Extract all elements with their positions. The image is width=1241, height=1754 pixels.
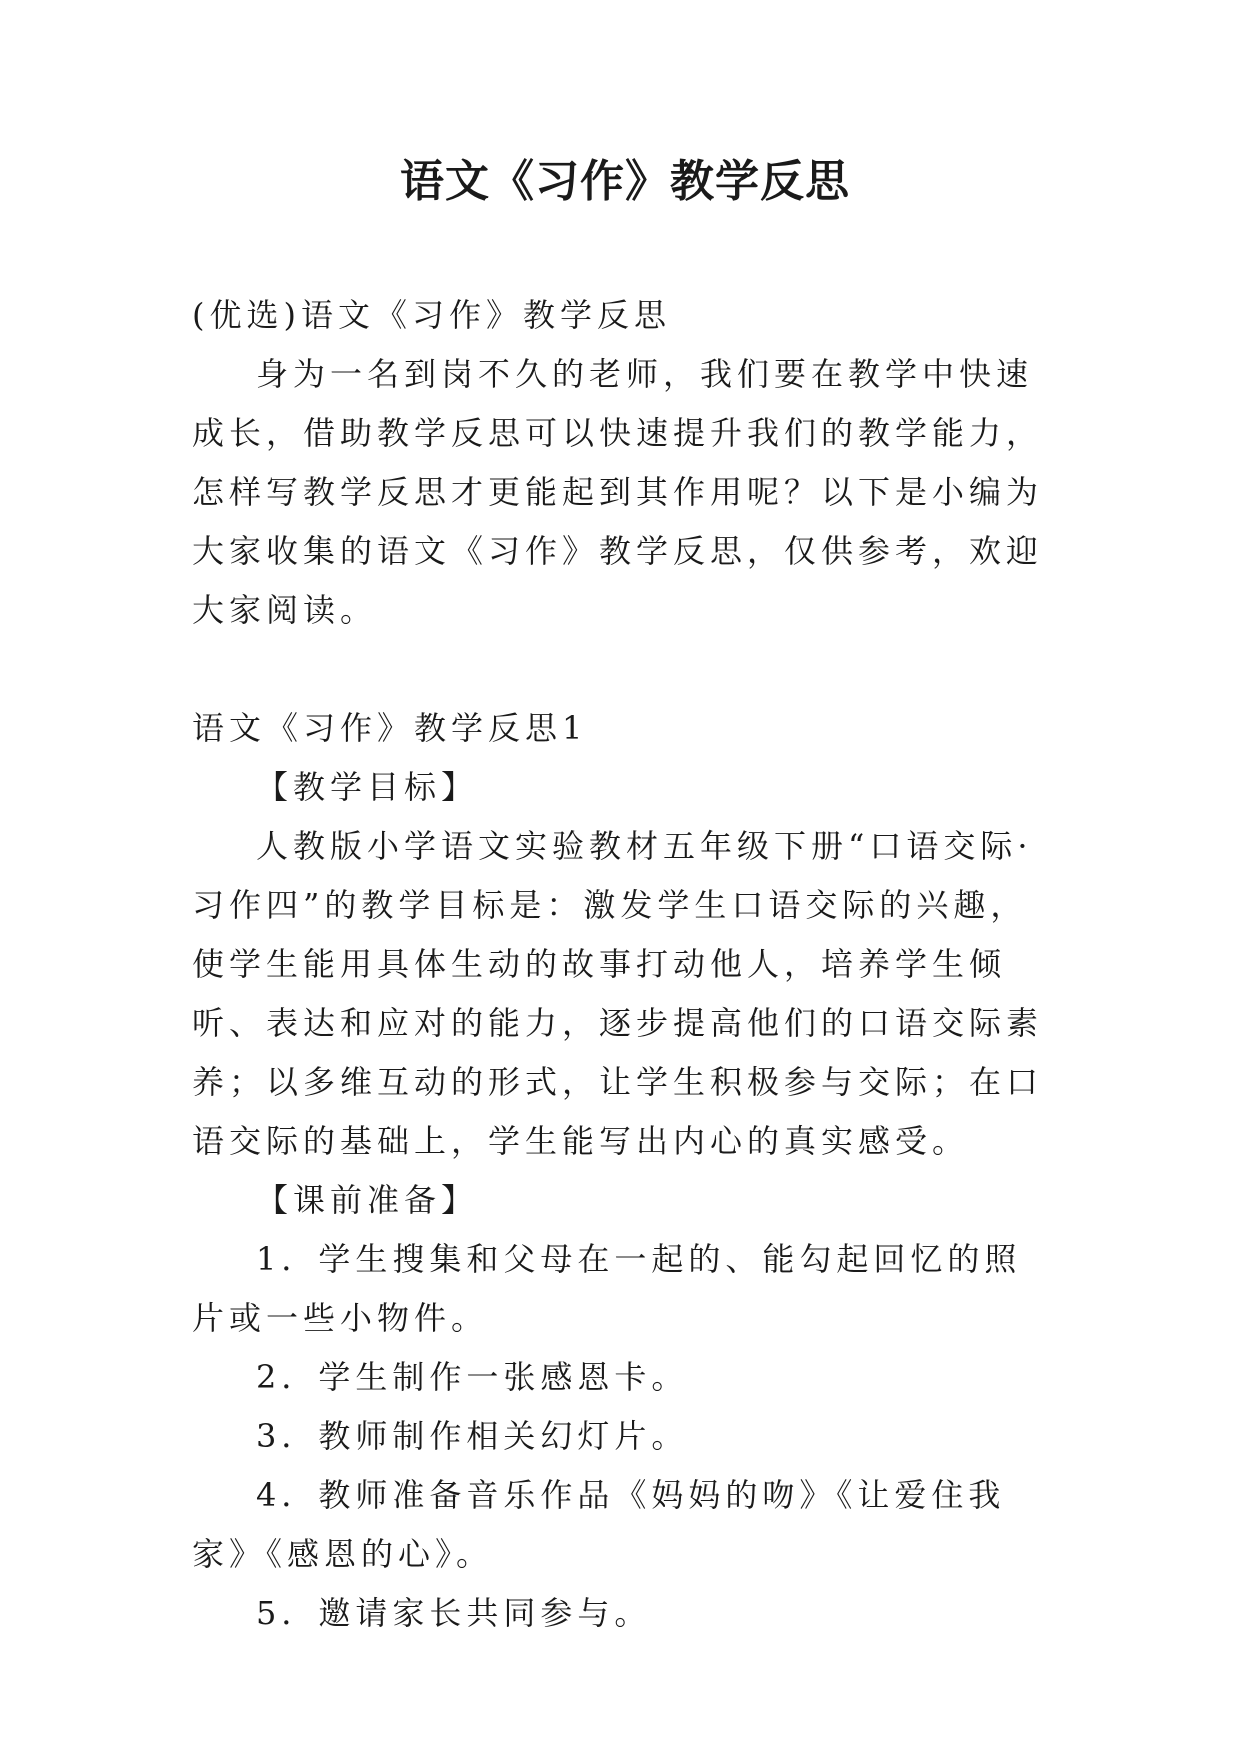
preparation-item-5: 5．邀请家长共同参与。 xyxy=(256,1594,652,1632)
preparation-item-4: 4．教师准备音乐作品《妈妈的吻》《让爱住我家》《感恩的心》。 xyxy=(192,1476,1006,1573)
preparation-item-2: 2．学生制作一张感恩卡。 xyxy=(256,1358,689,1396)
intro-paragraph: 身为一名到岗不久的老师，我们要在教学中快速成长，借助教学反思可以快速提升我们的教学能力，怎样写教学反思才更能起到其作用呢？以下是小编为大家收集的语文《习作》教学反思，仅供参考，欢迎大家阅读。 xyxy=(192,355,1044,629)
subtitle: (优选)语文《习作》教学反思 xyxy=(192,296,671,334)
paragraph-spacer xyxy=(192,640,1058,699)
preparation-item-1: 1．学生搜集和父母在一起的、能勾起回忆的照片或一些小物件。 xyxy=(192,1240,1022,1337)
section-title: 语文《习作》教学反思1 xyxy=(192,709,588,747)
objectives-heading: 【教学目标】 xyxy=(256,768,479,806)
preparation-item-3: 3．教师制作相关幻灯片。 xyxy=(256,1417,689,1455)
preparation-heading: 【课前准备】 xyxy=(256,1181,479,1219)
document-body xyxy=(192,286,1058,1643)
document-title: 语文《习作》教学反思 xyxy=(400,156,850,207)
objectives-paragraph: 人教版小学语文实验教材五年级下册“口语交际·习作四”的教学目标是：激发学生口语交际的兴趣，使学生能用具体生动的故事打动他人，培养学生倾听、表达和应对的能力，逐步提高他们的口语交际素养；以多维互动的形式，让学生积极参与交际；在口语交际的基础上，学生能写出内心的真实感受。 xyxy=(192,827,1044,1160)
